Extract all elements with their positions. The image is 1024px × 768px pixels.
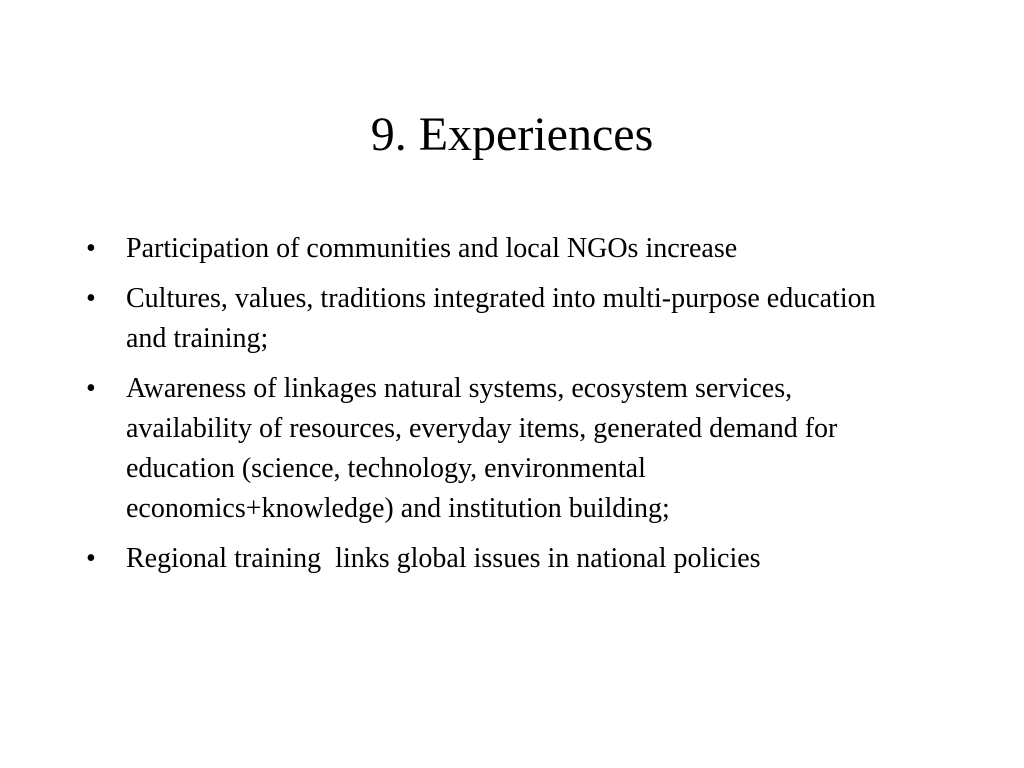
- bullet-item: [86, 229, 916, 269]
- bullet-icon: •: [86, 233, 96, 264]
- bullet-text: Cultures, values, traditions integrated into multi-purpose education and training;: [126, 283, 883, 354]
- bullet-text: Participation of communities and local NGOs increase: [126, 233, 738, 264]
- slide-title: 9. Experiences: [370, 108, 654, 161]
- bullet-item: [86, 369, 916, 529]
- bullet-icon: •: [86, 373, 96, 404]
- bullet-text: Awareness of linkages natural systems, ecosystem services, availability of resources, everyday items, generated demand for education (science, technology, environmental economics+knowledge) and institution building;: [126, 373, 845, 524]
- bullet-item: [86, 279, 916, 359]
- bullet-text: Regional training links global issues in national policies: [126, 543, 761, 574]
- bullet-item: [86, 539, 916, 579]
- bullet-icon: •: [86, 283, 96, 314]
- bullet-list: [86, 229, 916, 589]
- bullet-icon: •: [86, 543, 96, 574]
